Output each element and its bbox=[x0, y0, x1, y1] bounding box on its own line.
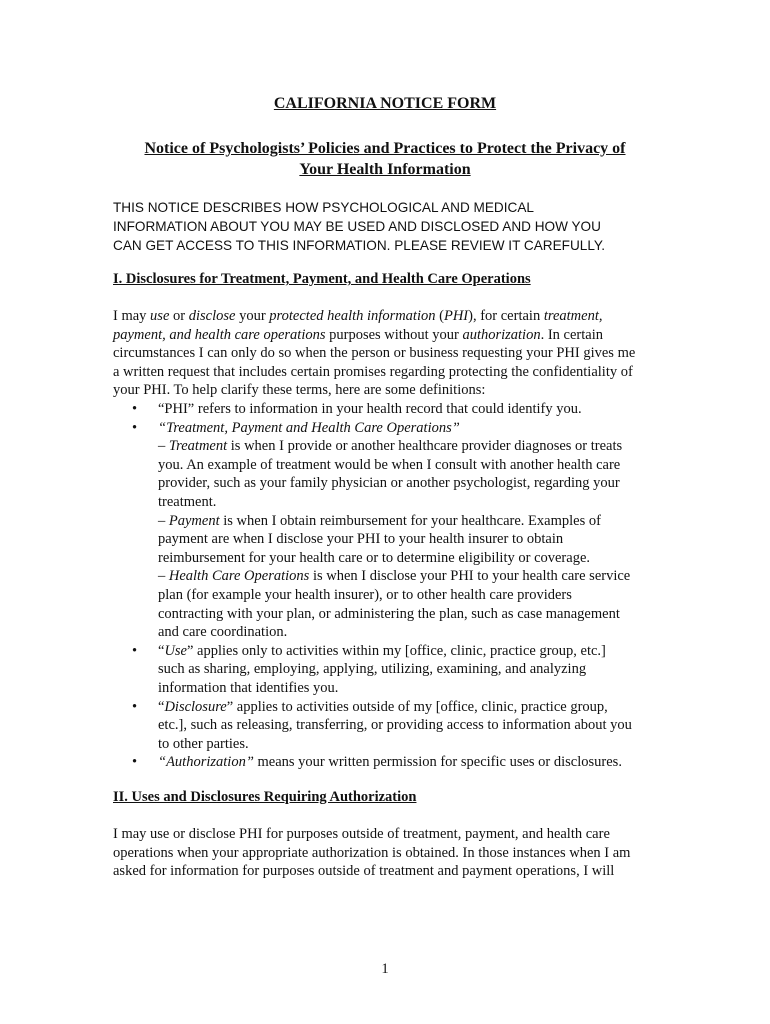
section-1-heading: I. Disclosures for Treatment, Payment, and Health Care Operations bbox=[113, 271, 531, 287]
page-number: 1 bbox=[381, 961, 389, 977]
paragraph-line-1: I may use or disclose PHI for purposes outside of treatment, payment, and health care bbox=[113, 826, 610, 842]
subtitle-line-2: Your Health Information bbox=[299, 161, 471, 178]
list-item-phi: • “PHI” refers to information in your health record that could identify you. bbox=[132, 401, 582, 417]
list-item-tpo: • “Treatment, Payment and Health Care Operations” – Treatment is when I provide or another healthcare provider diagnoses or treats you. An example of treatment would be when I consult with another health care provider, such as your family physician or another psychologist, regarding your treatment. – Payment is when I obtain reimbursement for your healthcare. Examples of payment are when I disclose your PHI to your health insurer to obtain reimbursement for your health care or to determine eligibility or coverage. – Health Care Operations is when I disclose your PHI to your health care service plan (for example your health insurer), or to other health care providers contracting with your plan, or administering the plan, such as case management and care coordination. bbox=[132, 419, 631, 641]
paragraph-line-1: I may use or disclose your protected health information (PHI), for certain treatment, bbox=[113, 308, 603, 324]
bullet-icon: • bbox=[132, 698, 138, 715]
bullet-icon: • bbox=[132, 401, 138, 417]
list-item-disclosure: • “Disclosure” applies to activities outside of my [office, clinic, practice group, etc.], such as releasing, transferring, or providing access to information about you to other parties. bbox=[132, 698, 632, 752]
notice-line-3: CAN GET ACCESS TO THIS INFORMATION. PLEASE REVIEW IT CAREFULLY. bbox=[113, 238, 606, 253]
bullet-icon: • bbox=[132, 642, 138, 659]
paragraph-line-3: circumstances I can only do so when the person or business requesting your PHI gives me bbox=[113, 345, 636, 362]
bullet-icon: • bbox=[132, 754, 138, 771]
paragraph-line-2: operations when your appropriate authorization is obtained. In those instances when I am bbox=[113, 844, 631, 861]
notice-line-2: INFORMATION ABOUT YOU MAY BE USED AND DISCLOSED AND HOW YOU bbox=[113, 219, 601, 234]
paragraph-line-5: your PHI. To help clarify these terms, here are some definitions: bbox=[113, 382, 486, 399]
section-2-paragraph bbox=[113, 825, 673, 881]
section-2-heading: II. Uses and Disclosures Requiring Authorization bbox=[113, 789, 417, 805]
list-item-authorization: • “Authorization” means your written permission for specific uses or disclosures. bbox=[132, 754, 622, 771]
bullet-icon: • bbox=[132, 419, 138, 436]
paragraph-line-4: a written request that includes certain promises regarding protecting the confidentiality of bbox=[113, 363, 633, 380]
paragraph-line-3: asked for information for purposes outside of treatment and payment operations, I will bbox=[113, 863, 615, 880]
subtitle-line-1: Notice of Psychologists’ Policies and Practices to Protect the Privacy of bbox=[144, 140, 626, 157]
list-item-use: • “Use” applies only to activities within my [office, clinic, practice group, etc.] such as sharing, employing, applying, utilizing, examining, and analyzing information that identifies you. bbox=[132, 642, 606, 696]
section-1-paragraph bbox=[113, 307, 673, 400]
document-title: CALIFORNIA NOTICE FORM bbox=[273, 95, 497, 112]
definitions-list bbox=[113, 400, 673, 772]
paragraph-line-2: payment, and health care operations purposes without your authorization. In certain bbox=[113, 326, 603, 343]
notice-line-1: THIS NOTICE DESCRIBES HOW PSYCHOLOGICAL AND MEDICAL bbox=[113, 200, 534, 215]
notice-statement bbox=[113, 198, 673, 255]
document-subtitle bbox=[110, 138, 660, 180]
